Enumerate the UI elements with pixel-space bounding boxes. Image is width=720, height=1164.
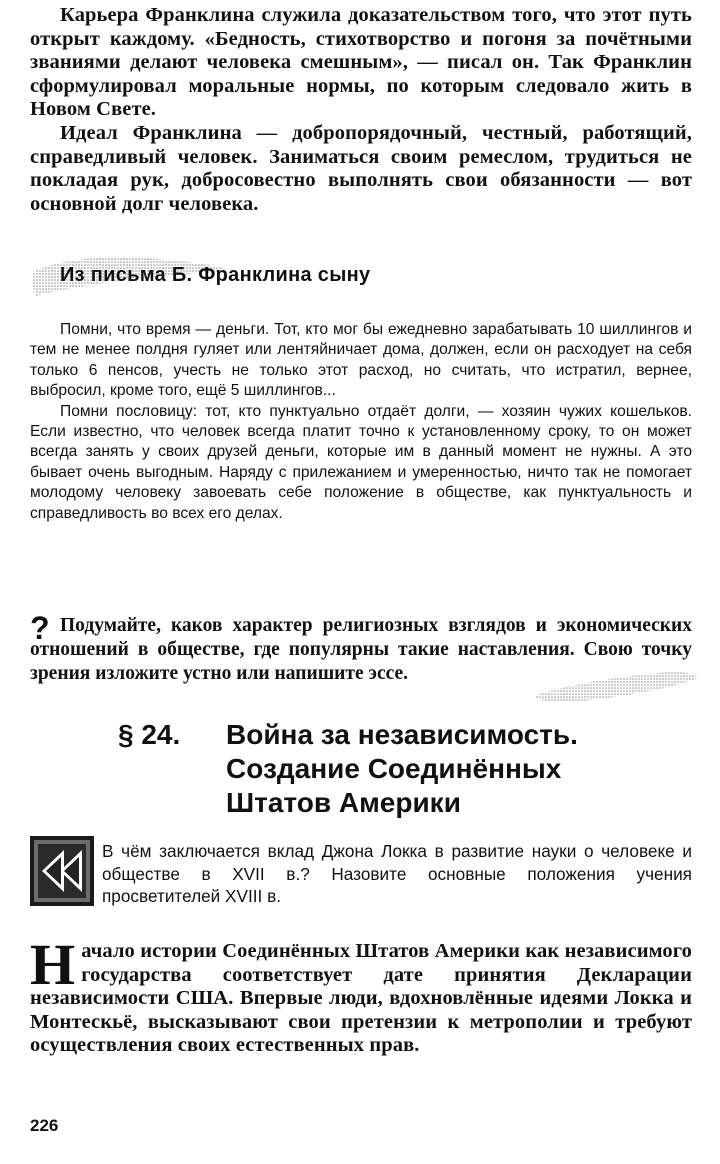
rewind-icon	[30, 836, 94, 906]
dropcap-letter: Н	[30, 932, 76, 997]
page-number: 226	[30, 1116, 59, 1135]
question-mark-icon: ?	[30, 610, 50, 646]
intro-text	[30, 4, 692, 216]
recall-question-text: В чём заключается вклад Джона Локка в развитие науки о человеке и обществе в XVII в.? Назовите основные положения учения просветителей XVIII в.	[102, 841, 692, 906]
brush-stroke-decoration	[530, 666, 700, 706]
intro-paragraph-2: Идеал Франклина — добропорядочный, честный, работящий, справедливый человек. Заниматься своим ремеслом, трудиться не покладая рук, добросовестно выполнять свои обязанности — вот основной долг человека.	[30, 121, 692, 215]
section-body-text: ачало истории Соединённых Штатов Америки как независимого государства соответствует дате принятия Декларации независимости США. Впервые люди, вдохновлённые идеями Локка и Монтескьё, высказывают свои претензии к метрополии и требуют осуществления своих естественных прав.	[30, 940, 692, 1057]
section-title-line: Война за независимость.	[226, 719, 578, 750]
intro-paragraph-1: Карьера Франклина служила доказательством того, что этот путь открыт каждому. «Бедность, стихотворство и погоня за почётными званиями делают человека смешным», — писал он. Так Франклин сформулировал моральные нормы, по которым следовало жить в Новом Свете.	[30, 4, 692, 121]
quote-paragraph-2: Помни пословицу: тот, кто пунктуально отдаёт долги, — хозяин чужих кошельков. Если известно, что человек всегда платит точно к установленному сроку, то он может всегда занять у своих друзей деньги, которые им в данный момент не нужны. А это бывает очень выгодным. Наряду с прилежанием и умеренностью, ничто так не помогает молодому человеку завоевать себе положение в обществе, как пунктуальность и справедливость во всех его делах.	[30, 402, 692, 522]
quote-paragraph-1: Помни, что время — деньги. Тот, кто мог бы ежедневно зарабатывать 10 шиллингов и тем не менее полдня гуляет или лентяйничает дома, должен, если он расходует на себя только 6 пенсов, учесть не только этот расход, но считать, что истратил, вернее, выбросил, кроме того, ещё 5 шиллингов...	[30, 321, 692, 400]
section-title-line: Создание Соединённых	[226, 753, 562, 784]
quote-text	[30, 320, 692, 524]
section-body	[30, 932, 692, 1058]
section-title	[226, 718, 686, 820]
section-number: § 24.	[118, 719, 181, 750]
question-text: Подумайте, каков характер религиозных взглядов и экономических отношений в обществе, где популярны такие наставления. Свою точку зрения изложите устно или напишите эссе.	[30, 615, 692, 684]
quote-header	[30, 252, 692, 300]
quote-heading: Из письма Б. Франклина сыну	[60, 264, 371, 286]
section-title-line: Штатов Америки	[226, 787, 461, 818]
